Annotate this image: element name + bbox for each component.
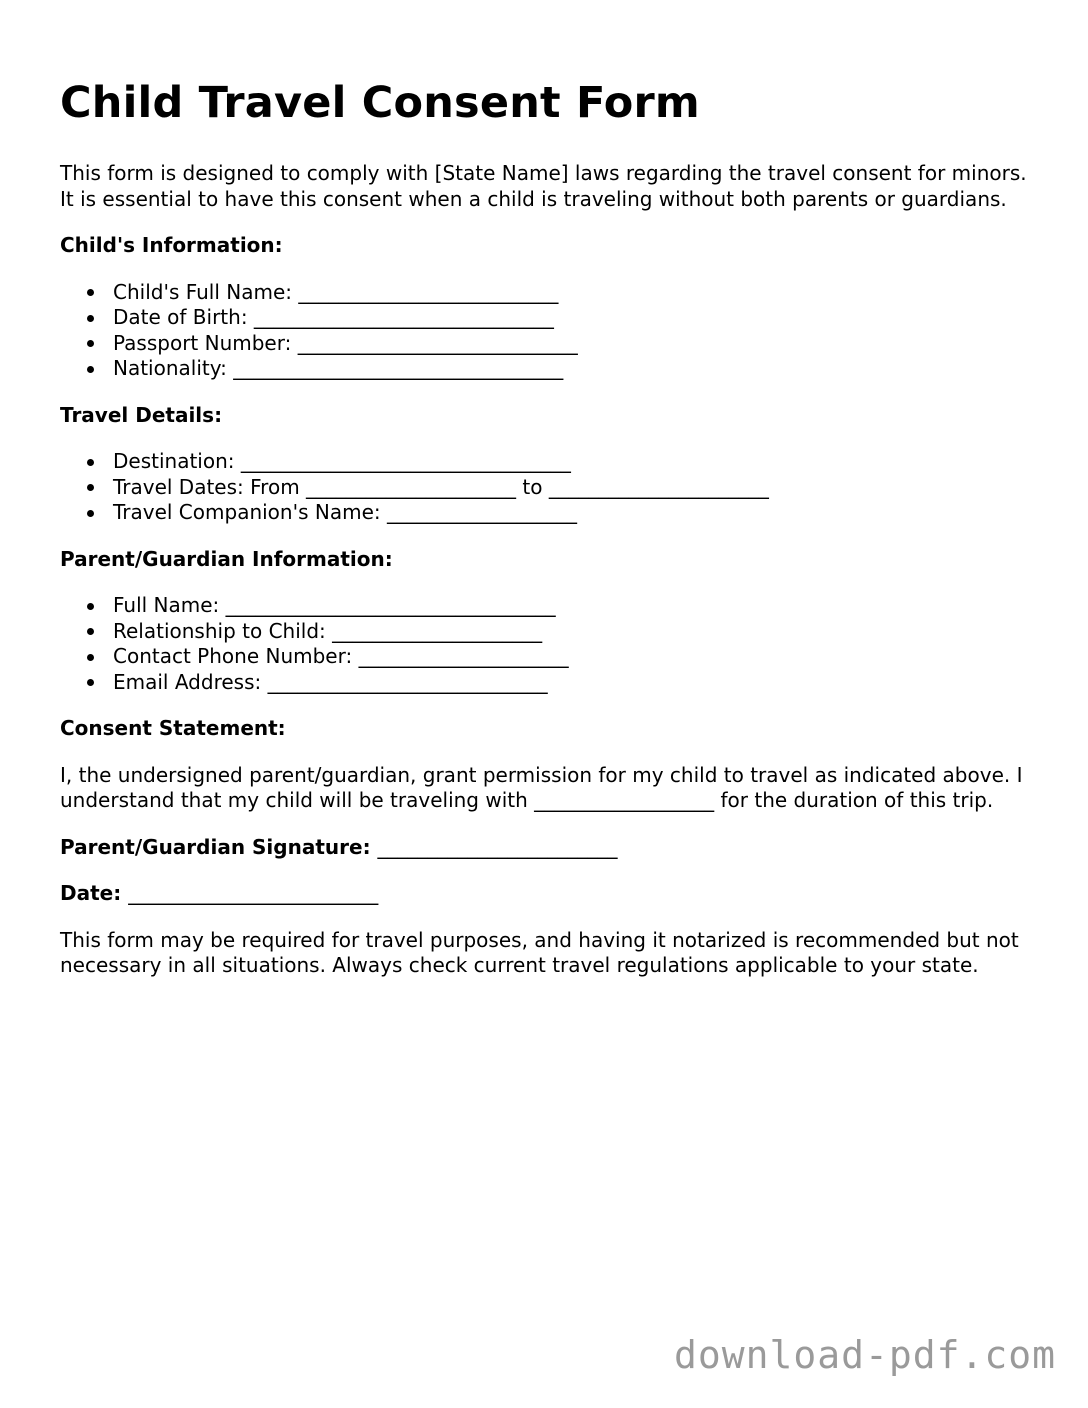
travel-companion-field: Travel Companion's Name: ___________________ [113, 500, 577, 524]
document-page [60, 0, 1040, 979]
date-line [60, 881, 1040, 907]
nationality-field: Nationality: _________________________________ [113, 356, 564, 380]
list-item [113, 305, 1040, 331]
list-item [113, 356, 1040, 382]
bullet-icon [87, 654, 94, 661]
signature-blank: ________________________ [377, 834, 618, 859]
bullet-icon [87, 679, 94, 686]
list-item [113, 644, 1040, 670]
list-item [113, 500, 1040, 526]
bullet-icon [87, 510, 94, 517]
bullet-icon [87, 459, 94, 466]
list-item [113, 331, 1040, 357]
parent-info-list [60, 593, 1040, 695]
list-item [113, 619, 1040, 645]
child-full-name-field: Child's Full Name: __________________________ [113, 279, 559, 304]
intro-paragraph: This form is designed to comply with [State Name] laws regarding the travel consent for minors. It is essential to have this consent when a child is traveling without both parents or guardians. [60, 161, 1027, 211]
list-item [113, 670, 1040, 696]
watermark-text: download-pdf.com [673, 1333, 1056, 1377]
bullet-icon [87, 603, 94, 610]
bullet-icon [87, 340, 94, 347]
bullet-icon [87, 315, 94, 322]
destination-field: Destination: _________________________________ [113, 449, 571, 473]
email-address-field: Email Address: ____________________________ [113, 669, 548, 694]
consent-paragraph: I, the undersigned parent/guardian, grant permission for my child to travel as indicated above. I understand that my child will be traveling with __________________ for the duration of this trip. [60, 762, 1023, 812]
date-blank: _________________________ [128, 881, 379, 905]
date-label: Date: [60, 881, 122, 905]
bullet-icon [87, 289, 94, 296]
parent-info-heading: Parent/Guardian Information: [60, 546, 393, 571]
date-of-birth-field: Date of Birth: ______________________________ [113, 305, 554, 329]
bullet-icon [87, 366, 94, 373]
bullet-icon [87, 628, 94, 635]
relationship-field: Relationship to Child: _____________________ [113, 618, 543, 643]
child-info-heading: Child's Information: [60, 233, 283, 257]
consent-heading: Consent Statement: [60, 716, 286, 740]
list-item [113, 475, 1040, 501]
list-item [113, 449, 1040, 475]
closing-paragraph: This form may be required for travel purposes, and having it notarized is recommended but not necessary in all situations. Always check current travel regulations applicable to your state. [60, 927, 1019, 977]
list-item [113, 280, 1040, 306]
travel-dates-field: Travel Dates: From _____________________ to ______________________ [113, 474, 769, 499]
contact-phone-field: Contact Phone Number: _____________________ [113, 644, 569, 668]
passport-number-field: Passport Number: ____________________________ [113, 330, 578, 355]
bullet-icon [87, 484, 94, 491]
signature-label: Parent/Guardian Signature: [60, 834, 371, 859]
travel-details-list [60, 449, 1040, 526]
page-title: Child Travel Consent Form [60, 78, 700, 128]
signature-line [60, 835, 1040, 861]
travel-details-heading: Travel Details: [60, 402, 223, 427]
list-item [113, 593, 1040, 619]
child-info-list [60, 280, 1040, 382]
parent-full-name-field: Full Name: _________________________________ [113, 593, 556, 617]
